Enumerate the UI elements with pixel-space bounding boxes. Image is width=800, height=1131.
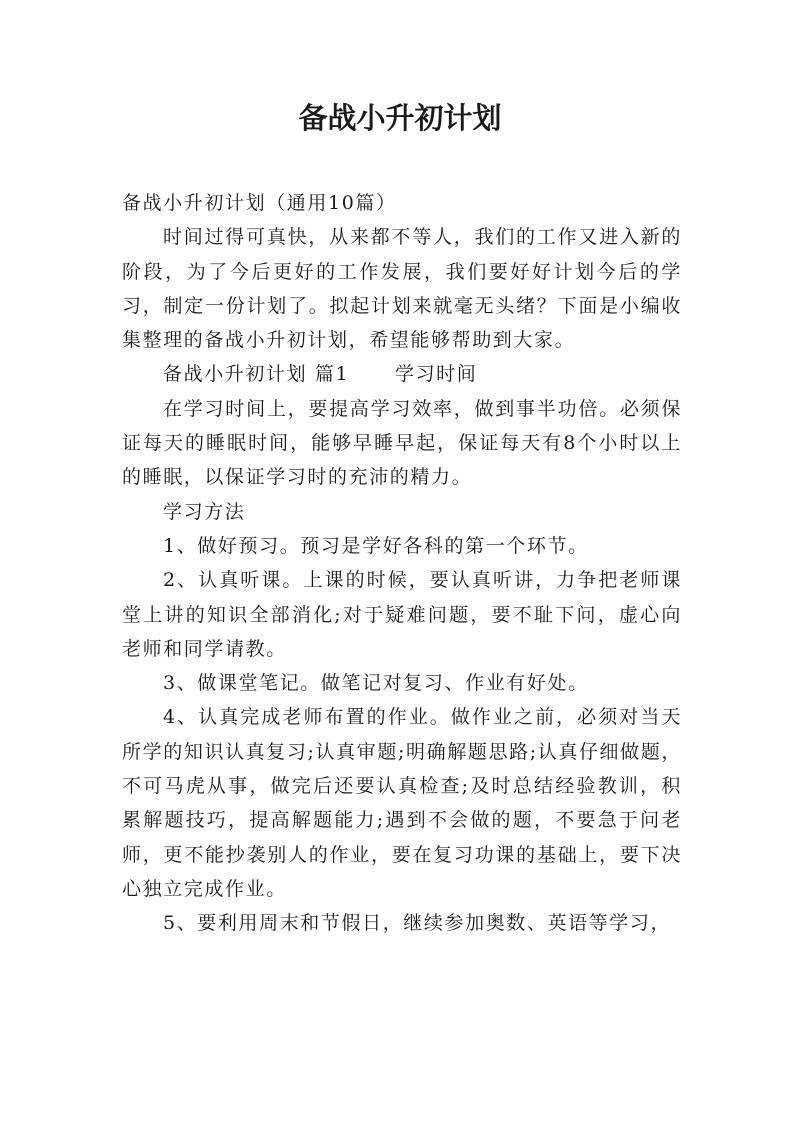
study-time-paragraph: 在学习时间上，要提高学习效率，做到事半功倍。必须保证每天的睡眠时间，能够早睡早起，保证每天有8个小时以上的睡眠，以保证学习时的充沛的精力。 bbox=[122, 397, 682, 489]
method-item-1: 1、做好预习。预习是学好各科的第一个环节。 bbox=[163, 534, 589, 557]
document-subtitle: 备战小升初计划（通用10篇） bbox=[122, 192, 397, 214]
method-item-4: 4、认真完成老师布置的作业。做作业之前，必须对当天所学的知识认真复习;认真审题;明确解题思路;认真仔细做题，不可马虎从事，做完后还要认真检查;及时总结经验教训，积累解题技巧，提高解题能力;遇到不会做的题，不要急于问老师，更不能抄袭别人的作业，要在复习功课的基础上，要下决心独立完成作业。 bbox=[122, 706, 682, 900]
method-item-2: 2、认真听课。上课的时候，要认真听讲，力争把老师课堂上讲的知识全部消化;对于疑难问题，要不耻下问，虚心向老师和同学请教。 bbox=[122, 569, 682, 660]
methods-heading: 学习方法 bbox=[163, 500, 246, 523]
section-topic: 学习时间 bbox=[394, 363, 478, 386]
method-item-3: 3、做课堂笔记。做笔记对复习、作业有好处。 bbox=[163, 672, 589, 695]
method-item-5: 5、要利用周末和节假日，继续参加奥数、英语等学习， bbox=[163, 912, 672, 935]
intro-paragraph: 时间过得可真快，从来都不等人，我们的工作又进入新的阶段，为了今后更好的工作发展，我们要好好计划今后的学习，制定一份计划了。拟起计划来就毫无头绪？下面是小编收集整理的备战小升初计划，希望能够帮助到大家。 bbox=[122, 226, 682, 352]
document-title: 备战小升初计划 bbox=[298, 101, 502, 135]
section-heading-line bbox=[122, 357, 682, 391]
section-heading: 备战小升初计划 篇1 bbox=[163, 363, 350, 386]
document-body bbox=[122, 186, 682, 941]
